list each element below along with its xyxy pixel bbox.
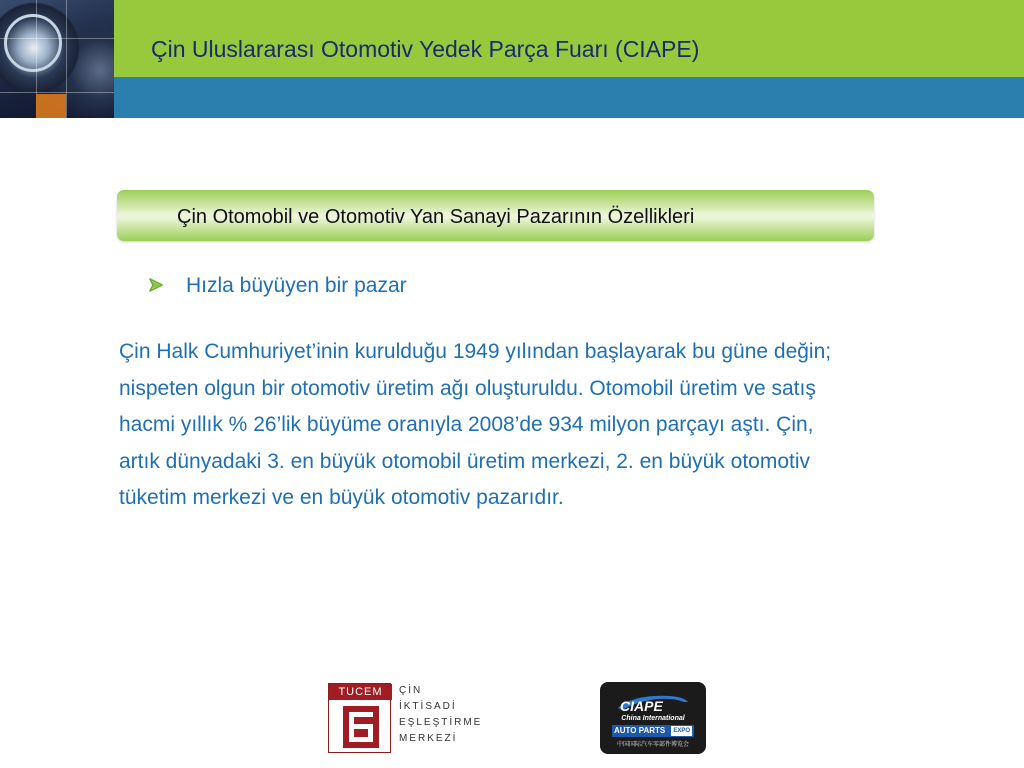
tucem-words (399, 683, 482, 747)
paragraph-line: nispeten olgun bir otomotiv üretim ağı oluşturuldu. Otomobil üretim ve satış (119, 376, 816, 400)
svg-text:CIAPE: CIAPE (620, 698, 663, 714)
tucem-word: İKTİSADİ (399, 701, 457, 712)
tucem-word: MERKEZİ (399, 733, 458, 744)
ciape-logo (600, 682, 706, 754)
header-car-photo (0, 0, 114, 118)
ciape-line-1: China International (621, 715, 685, 722)
ciape-auto-parts: AUTO PARTS (614, 726, 666, 735)
paragraph-line: tüketim merkezi ve en büyük otomotiv pazarıdır. (119, 486, 564, 509)
paragraph-line: artık dünyadaki 3. en büyük otomobil üretim merkezi, 2. en büyük otomotiv (119, 449, 811, 473)
photo-accent-block (36, 94, 66, 118)
bullet-text: Hızla büyüyen bir pazar (186, 274, 407, 297)
paragraph-line: Çin Halk Cumhuriyet’inin kurulduğu 1949 yılından başlayarak bu güne değin; (119, 340, 832, 363)
photo-grid-line (66, 0, 67, 118)
ciape-wordmark-icon (614, 692, 692, 714)
tucem-logo (328, 683, 492, 755)
body-paragraph (119, 334, 999, 517)
tucem-word: ÇİN (399, 685, 423, 696)
slide-title: Çin Uluslararası Otomotiv Yedek Parça Fuarı (CIAPE) (151, 36, 700, 62)
ciape-bar (612, 725, 694, 737)
header-blue-band (114, 77, 1024, 118)
tucem-word: EŞLEŞTİRME (399, 717, 483, 728)
photo-grid-line (0, 38, 114, 39)
photo-grid-line (0, 92, 114, 93)
tucem-mark-icon (341, 704, 381, 750)
ciape-chinese-text: 中国国际汽车零部件博览会 (616, 742, 689, 748)
tucem-logo-box (328, 683, 391, 753)
ciape-expo: EXPO (673, 728, 690, 734)
section-heading-text: Çin Otomobil ve Otomotiv Yan Sanayi Pazarının Özellikleri (177, 206, 695, 228)
headlight-icon (4, 14, 62, 72)
arrow-bullet-icon (149, 278, 163, 292)
tucem-logo-name: TUCEM (329, 684, 392, 700)
paragraph-line: hacmi yıllık % 26’lik büyüme oranıyla 2008’de 934 milyon parçayı aştı. Çin, (119, 413, 814, 436)
